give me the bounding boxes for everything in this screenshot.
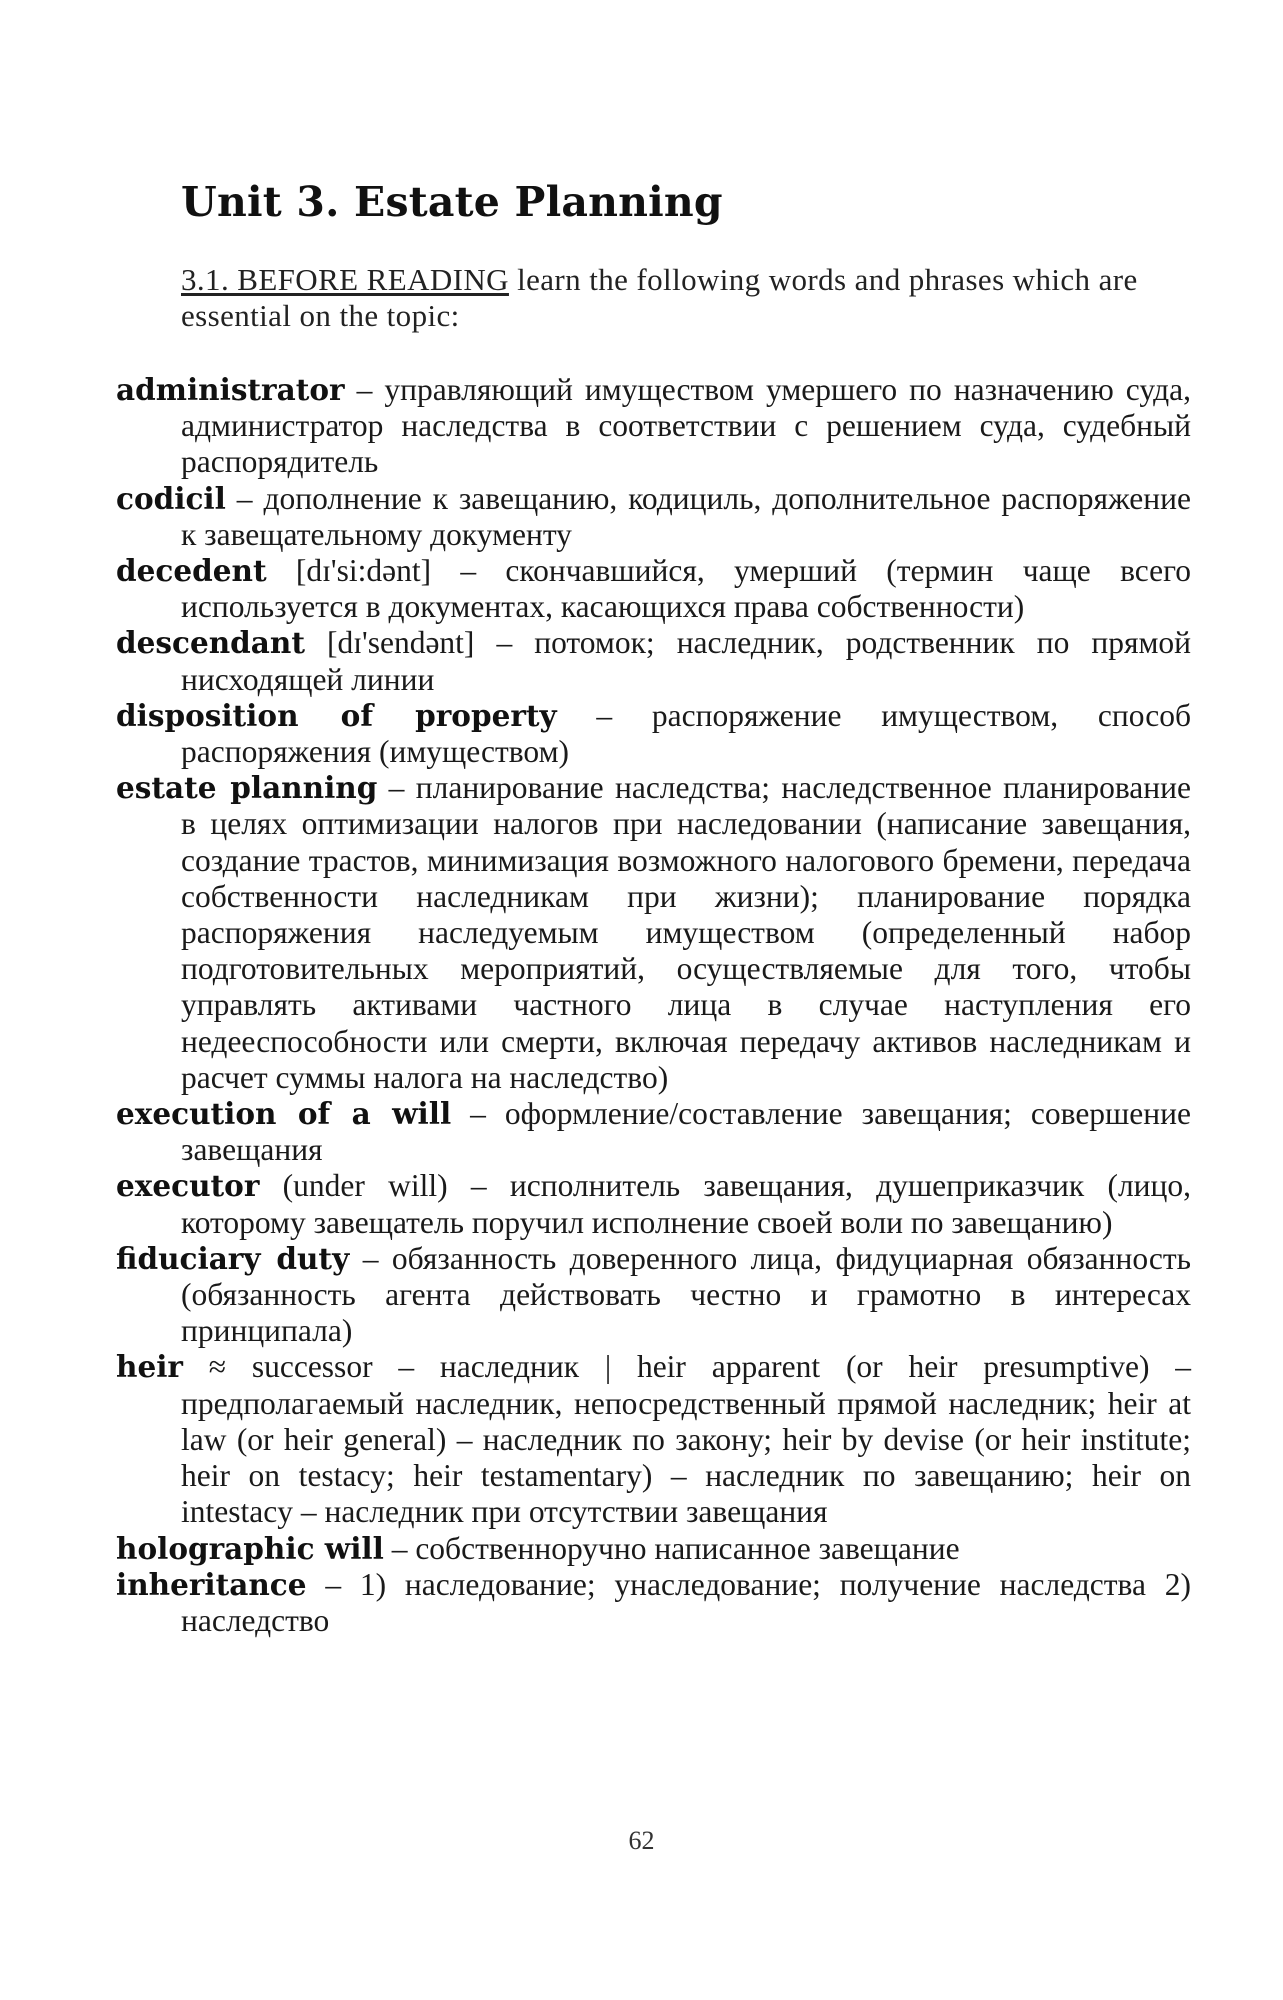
glossary-term: administrator <box>116 372 345 407</box>
glossary-term: descendant <box>116 625 305 661</box>
glossary-term: disposition of property <box>116 697 557 733</box>
glossary-entry <box>116 481 1191 553</box>
glossary-definition: – управляющий имуществом умершего по назначению суда, администратор наследства в соответствии с решением суда, судебный распорядитель <box>181 372 1191 480</box>
glossary-entry <box>116 1096 1191 1168</box>
intro-text: learn the following words and phrases which are essential on the topic: <box>181 262 1138 333</box>
glossary-term: executor <box>116 1168 260 1204</box>
glossary-definition: – обязанность доверенного лица, фидуциарная обязанность (обязанность агента действовать честно и грамотно в интересах принципала) <box>181 1240 1192 1349</box>
glossary-term: fiduciary duty <box>116 1240 350 1276</box>
glossary-definition: – дополнение к завещанию, кодициль, дополнительное распоряжение к завещательному документу <box>181 480 1191 552</box>
glossary-term: heir <box>116 1349 183 1385</box>
glossary-definition: – распоряжение имуществом, способ распоряжения (имуществом) <box>181 697 1191 770</box>
glossary-term: codicil <box>116 480 226 516</box>
unit-title: Unit 3. Estate Planning <box>181 178 723 226</box>
section-heading: 3.1. BEFORE READING <box>181 262 509 297</box>
page-number: 62 <box>628 1826 655 1855</box>
glossary-definition: – планирование наследства; наследственное планирование в целях оптимизации налогов при наследовании (написание завещания, создание трастов, минимизация возможного налогового бремени, передача собственности наследникам при жизни); планирование порядка распоряжения наследуемым имуществом (определенный набор подготовительных мероприятий, осуществляемые для того, чтобы управлять активами частного лица в случае наступления его недееспособности или смерти, включая передачу активов наследникам и расчет суммы налога на наследство) <box>181 770 1191 1095</box>
glossary-definition: (under will) – исполнитель завещания, душеприказчик (лицо, которому завещатель поручил исполнение своей воли по завещанию) <box>181 1168 1191 1240</box>
intro-paragraph <box>181 262 1191 334</box>
glossary-entry <box>116 770 1191 1096</box>
glossary-term: execution of a will <box>116 1096 452 1132</box>
glossary-definition: [dɪ'sendənt] – потомок; наследник, родственник по прямой нисходящей линии <box>181 625 1191 697</box>
glossary-list <box>116 372 1191 1639</box>
glossary-definition: – оформление/составление завещания; совершение завещания <box>181 1096 1191 1168</box>
glossary-definition: [dɪ'si:dənt] – скончавшийся, умерший (термин чаще всего используется в документах, касающихся права собственности) <box>181 553 1191 625</box>
glossary-entry <box>116 698 1191 770</box>
glossary-entry <box>116 1567 1191 1639</box>
glossary-definition: ≈ successor – наследник | heir apparent (or heir presumptive) – предполагаемый наследник, непосредственный прямой наследник; heir at law (or heir general) – наследник по закону; heir by devise (or heir institute; heir on testacy; heir testamentary) – наследник по завещанию; heir on intestacy – наследник при отсутствии завещания <box>181 1349 1191 1530</box>
glossary-definition: – собственноручно написанное завещание <box>383 1530 960 1566</box>
glossary-entry <box>116 1531 1191 1567</box>
glossary-entry <box>116 553 1191 625</box>
glossary-entry <box>116 1168 1191 1240</box>
glossary-term: holographic will <box>116 1530 384 1566</box>
glossary-entry <box>116 372 1191 481</box>
glossary-entry <box>116 1241 1191 1350</box>
glossary-entry <box>116 1349 1191 1530</box>
glossary-definition: – 1) наследование; унаследование; получение наследства 2) наследство <box>181 1566 1191 1638</box>
glossary-entry <box>116 625 1191 697</box>
glossary-term: estate planning <box>116 770 378 806</box>
glossary-term: inheritance <box>116 1566 307 1602</box>
glossary-term: decedent <box>116 553 267 589</box>
